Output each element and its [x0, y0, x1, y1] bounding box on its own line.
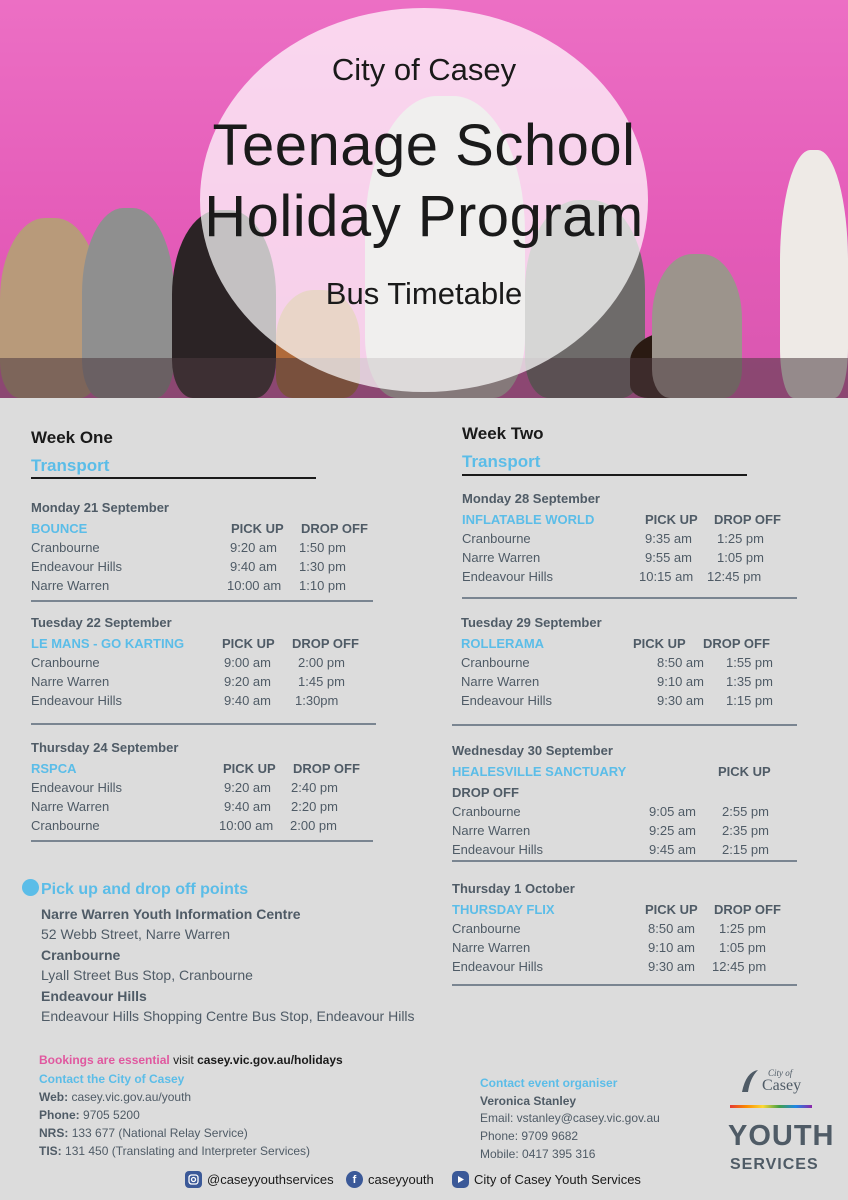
dropoff-column-header: DROP OFF — [301, 521, 368, 536]
dropoff-time: 1:30 pm — [299, 559, 346, 574]
session-day: Wednesday 30 September — [452, 743, 613, 758]
bookings-essential: Bookings are essential — [39, 1053, 170, 1067]
youtube-channel: City of Casey Youth Services — [474, 1172, 641, 1187]
dropoff-time: 1:05 pm — [717, 550, 764, 565]
week-two-transport-label: Transport — [462, 452, 541, 471]
stop-name: Narre Warren — [31, 578, 110, 593]
stop-name: Endeavour Hills — [461, 693, 553, 708]
stop-name: Cranbourne — [31, 540, 100, 555]
pickup-column-header: PICK UP — [231, 521, 284, 536]
pickup-time: 10:00 am — [219, 818, 274, 833]
location-address: Lyall Street Bus Stop, Cranbourne — [41, 967, 253, 983]
stop-name: Cranbourne — [31, 655, 100, 670]
organiser-email[interactable]: Email: vstanley@casey.vic.gov.au — [480, 1111, 660, 1125]
session-day: Monday 28 September — [462, 491, 600, 506]
pickup-time: 9:35 am — [645, 531, 692, 546]
dropoff-time: 1:35 pm — [726, 674, 773, 689]
stop-name: Narre Warren — [452, 823, 531, 838]
location-name: Cranbourne — [41, 947, 121, 963]
stop-name: Narre Warren — [461, 674, 540, 689]
divider — [452, 984, 797, 986]
pickup-column-header: PICK UP — [223, 761, 276, 776]
pickup-column-header: PICK UP — [645, 902, 698, 917]
dropoff-time: 2:00 pm — [290, 818, 337, 833]
nrs-line — [39, 1126, 248, 1140]
bookings-line — [39, 1053, 343, 1067]
page-subtitle: Bus Timetable — [325, 276, 523, 311]
divider — [31, 477, 316, 479]
session-day: Tuesday 22 September — [31, 615, 172, 630]
divider — [462, 597, 797, 599]
dropoff-time: 2:00 pm — [298, 655, 345, 670]
organiser-name: Veronica Stanley — [480, 1094, 577, 1108]
casey-emblem-icon — [740, 1068, 760, 1094]
divider — [31, 840, 373, 842]
session-event: RSPCA — [31, 761, 77, 776]
organiser-mobile: Mobile: 0417 395 316 — [480, 1147, 596, 1161]
phone-line — [39, 1108, 140, 1122]
week-two-heading: Week Two — [462, 424, 544, 443]
organisation-name: City of Casey — [331, 52, 517, 87]
pickup-time: 9:05 am — [649, 804, 696, 819]
page-title-line2: Holiday Program — [204, 184, 644, 249]
stop-name: Endeavour Hills — [31, 559, 123, 574]
pickup-time: 8:50 am — [648, 921, 695, 936]
pickup-time: 9:10 am — [648, 940, 695, 955]
facebook-link[interactable] — [346, 1171, 434, 1188]
web-link[interactable]: casey.vic.gov.au/youth — [71, 1090, 192, 1104]
session-event: BOUNCE — [31, 521, 88, 536]
week-one-heading: Week One — [31, 428, 113, 447]
dropoff-time: 1:10 pm — [299, 578, 346, 593]
stop-name: Cranbourne — [452, 804, 521, 819]
bookings-visit: visit — [173, 1053, 194, 1067]
dropoff-time: 2:35 pm — [722, 823, 769, 838]
organiser-heading: Contact event organiser — [480, 1076, 618, 1090]
tis-line — [39, 1144, 310, 1158]
session-day: Tuesday 29 September — [461, 615, 602, 630]
pickup-time: 10:15 am — [639, 569, 694, 584]
facebook-handle: caseyyouth — [368, 1172, 434, 1187]
stop-name: Cranbourne — [461, 655, 530, 670]
stop-name: Cranbourne — [462, 531, 531, 546]
youth-logo-text: YOUTH — [728, 1120, 835, 1152]
pickup-time: 9:45 am — [649, 842, 696, 857]
instagram-link[interactable] — [185, 1171, 334, 1188]
dropoff-time: 2:20 pm — [291, 799, 338, 814]
session-event: ROLLERAMA — [461, 636, 545, 651]
rainbow-stripe — [730, 1105, 812, 1108]
session-event: LE MANS - GO KARTING — [31, 636, 185, 651]
page-title-line1: Teenage School — [212, 113, 636, 178]
points-heading: Pick up and drop off points — [41, 881, 249, 898]
pickup-time: 10:00 am — [227, 578, 282, 593]
pickup-time: 9:40 am — [224, 693, 271, 708]
stop-name: Narre Warren — [31, 674, 110, 689]
instagram-handle: @caseyyouthservices — [207, 1172, 334, 1187]
session-event: HEALESVILLE SANCTUARY — [452, 764, 627, 779]
dropoff-column-header: DROP OFF — [714, 512, 781, 527]
pickup-time: 9:00 am — [224, 655, 271, 670]
pickup-time: 9:20 am — [230, 540, 277, 555]
dropoff-time: 1:15 pm — [726, 693, 773, 708]
logo-city-of: City of — [768, 1068, 793, 1078]
dropoff-time: 1:25 pm — [717, 531, 764, 546]
dropoff-time: 2:55 pm — [722, 804, 769, 819]
nrs-label: NRS: — [39, 1126, 69, 1140]
bookings-link[interactable]: casey.vic.gov.au/holidays — [197, 1053, 343, 1067]
pickup-column-header: PICK UP — [645, 512, 698, 527]
divider — [452, 860, 797, 862]
session-event: INFLATABLE WORLD — [462, 512, 595, 527]
bullet-dot — [22, 879, 39, 896]
tis-value: 131 450 (Translating and Interpreter Services) — [65, 1144, 311, 1158]
dropoff-time: 1:30pm — [295, 693, 339, 708]
pickup-time: 9:20 am — [224, 780, 271, 795]
pickup-time: 9:30 am — [648, 959, 695, 974]
stop-name: Endeavour Hills — [452, 959, 544, 974]
facebook-icon: f — [346, 1171, 363, 1188]
location-name: Narre Warren Youth Information Centre — [41, 906, 301, 922]
stop-name: Endeavour Hills — [462, 569, 554, 584]
dropoff-time: 1:55 pm — [726, 655, 773, 670]
services-logo-text: SERVICES — [730, 1156, 819, 1173]
dropoff-column-header: DROP OFF — [703, 636, 770, 651]
pickup-time: 8:50 am — [657, 655, 704, 670]
dropoff-time: 12:45 pm — [707, 569, 762, 584]
stop-name: Narre Warren — [462, 550, 541, 565]
session-day: Thursday 24 September — [31, 740, 179, 755]
session-day: Thursday 1 October — [452, 881, 575, 896]
pickup-time: 9:20 am — [224, 674, 271, 689]
nrs-value: 133 677 (National Relay Service) — [71, 1126, 248, 1140]
pickup-column-header: PICK UP — [718, 764, 771, 779]
city-of-casey-logo — [740, 1068, 810, 1094]
stop-name: Narre Warren — [452, 940, 531, 955]
dropoff-time: 2:40 pm — [291, 780, 338, 795]
contact-heading: Contact the City of Casey — [39, 1072, 185, 1086]
hero-banner — [0, 0, 848, 398]
dropoff-column-header: DROP OFF — [452, 785, 519, 800]
youtube-icon — [452, 1171, 469, 1188]
session-event: THURSDAY FLIX — [452, 902, 555, 917]
week-one-transport-label: Transport — [31, 456, 110, 475]
divider — [31, 723, 376, 725]
stop-name: Narre Warren — [31, 799, 110, 814]
phone-label: Phone: — [39, 1108, 80, 1122]
web-line — [39, 1090, 191, 1104]
stop-name: Endeavour Hills — [31, 780, 123, 795]
phone-value: 9705 5200 — [83, 1108, 140, 1122]
location-address: 52 Webb Street, Narre Warren — [41, 926, 231, 942]
web-label: Web: — [39, 1090, 69, 1104]
divider — [452, 724, 797, 726]
session-day: Monday 21 September — [31, 500, 169, 515]
logo-casey: Casey — [762, 1077, 802, 1094]
stop-name: Cranbourne — [452, 921, 521, 936]
stop-name: Endeavour Hills — [31, 693, 123, 708]
dropoff-time: 1:25 pm — [719, 921, 766, 936]
stop-name: Endeavour Hills — [452, 842, 544, 857]
pickup-time: 9:30 am — [657, 693, 704, 708]
stop-name: Cranbourne — [31, 818, 100, 833]
location-address: Endeavour Hills Shopping Centre Bus Stop, Endeavour Hills — [41, 1008, 415, 1024]
pickup-time: 9:40 am — [224, 799, 271, 814]
dropoff-column-header: DROP OFF — [293, 761, 360, 776]
organiser-phone: Phone: 9709 9682 — [480, 1129, 579, 1143]
instagram-icon — [185, 1171, 202, 1188]
dropoff-time: 2:15 pm — [722, 842, 769, 857]
dropoff-time: 12:45 pm — [712, 959, 767, 974]
pickup-column-header: PICK UP — [222, 636, 275, 651]
pickup-time: 9:10 am — [657, 674, 704, 689]
youtube-link[interactable] — [452, 1171, 641, 1188]
dropoff-time: 1:45 pm — [298, 674, 345, 689]
dropoff-time: 1:05 pm — [719, 940, 766, 955]
location-name: Endeavour Hills — [41, 988, 147, 1004]
dropoff-time: 1:50 pm — [299, 540, 346, 555]
divider — [462, 474, 747, 476]
dropoff-column-header: DROP OFF — [714, 902, 781, 917]
pickup-time: 9:25 am — [649, 823, 696, 838]
pickup-time: 9:40 am — [230, 559, 277, 574]
dropoff-column-header: DROP OFF — [292, 636, 359, 651]
divider — [31, 600, 373, 602]
pickup-column-header: PICK UP — [633, 636, 686, 651]
pickup-time: 9:55 am — [645, 550, 692, 565]
tis-label: TIS: — [39, 1144, 62, 1158]
